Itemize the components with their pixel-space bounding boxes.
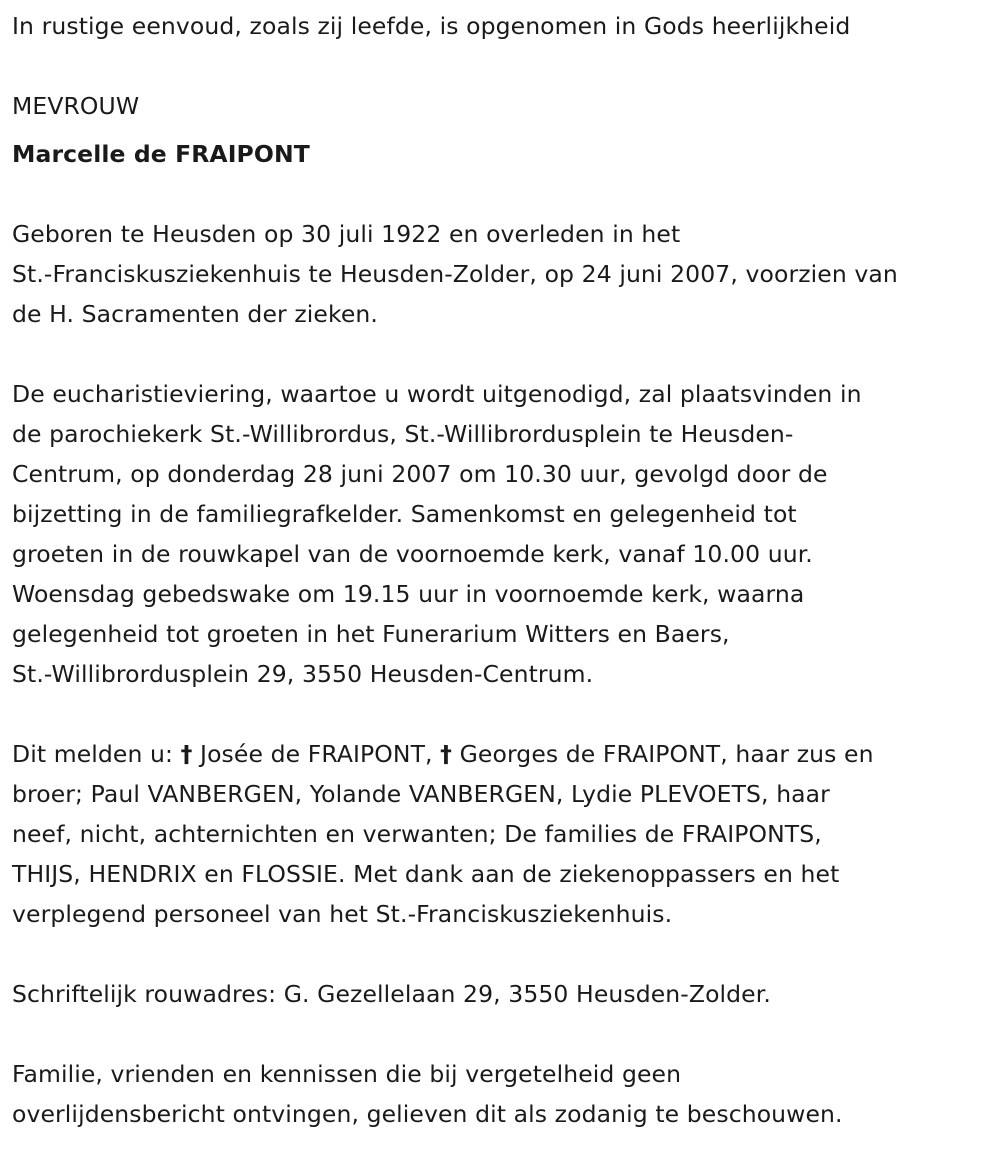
birth-line: de H. Sacramenten der zieken. [12, 300, 378, 328]
closing-line: overlijdensbericht ontvingen, gelieven dit als zodanig te beschouwen. [12, 1100, 843, 1128]
ceremony-line: groeten in de rouwkapel van de voornoemde kerk, vanaf 10.00 uur. [12, 540, 813, 568]
family-line: verplegend personeel van het St.-Franciskusziekenhuis. [12, 900, 673, 928]
family-name: Josée de FRAIPONT, [200, 740, 441, 768]
family-paragraph [12, 734, 992, 934]
spacer [12, 694, 992, 734]
ceremony-line: de parochiekerk St.-Willibrordus, St.-Willibrordusplein te Heusden- [12, 420, 794, 448]
spacer [12, 934, 992, 974]
spacer [12, 174, 992, 214]
intro-text: In rustige eenvoud, zoals zij leefde, is opgenomen in Gods heerlijkheid [12, 12, 851, 40]
family-line: neef, nicht, achternichten en verwanten; De families de FRAIPONTS, [12, 820, 822, 848]
ceremony-line: De eucharistieviering, waartoe u wordt uitgenodigd, zal plaatsvinden in [12, 380, 862, 408]
ceremony-line: Woensdag gebedswake om 19.15 uur in voornoemde kerk, waarna [12, 580, 805, 608]
birth-line: Geboren te Heusden op 30 juli 1922 en overleden in het [12, 220, 681, 248]
ceremony-line: Centrum, op donderdag 28 juni 2007 om 10.30 uur, gevolgd door de [12, 460, 828, 488]
closing-paragraph [12, 1054, 992, 1134]
spacer [12, 1014, 992, 1054]
ceremony-line: St.-Willibrordusplein 29, 3550 Heusden-Centrum. [12, 660, 594, 688]
family-intro: Dit melden u: [12, 740, 181, 768]
deceased-name: Marcelle de FRAIPONT [12, 140, 310, 168]
birth-paragraph [12, 214, 992, 334]
family-line: broer; Paul VANBERGEN, Yolande VANBERGEN, Lydie PLEVOETS, haar [12, 780, 830, 808]
cross-icon: † [440, 740, 453, 768]
ceremony-line: gelegenheid tot groeten in het Funerarium Witters en Baers, [12, 620, 730, 648]
mourning-address: Schriftelijk rouwadres: G. Gezellelaan 29, 3550 Heusden-Zolder. [12, 980, 771, 1008]
ceremony-line: bijzetting in de familiegrafkelder. Samenkomst en gelegenheid tot [12, 500, 797, 528]
obituary-notice [12, 6, 992, 1134]
birth-line: St.-Franciskusziekenhuis te Heusden-Zolder, op 24 juni 2007, voorzien van [12, 260, 898, 288]
family-line [12, 734, 992, 774]
closing-line: Familie, vrienden en kennissen die bij vergetelheid geen [12, 1060, 682, 1088]
spacer [12, 334, 992, 374]
cross-icon: † [180, 740, 193, 768]
family-name: Georges de FRAIPONT, haar zus en [459, 740, 874, 768]
ceremony-paragraph [12, 374, 992, 694]
salutation: MEVROUW [12, 92, 140, 120]
family-line: THIJS, HENDRIX en FLOSSIE. Met dank aan de ziekenoppassers en het [12, 860, 840, 888]
